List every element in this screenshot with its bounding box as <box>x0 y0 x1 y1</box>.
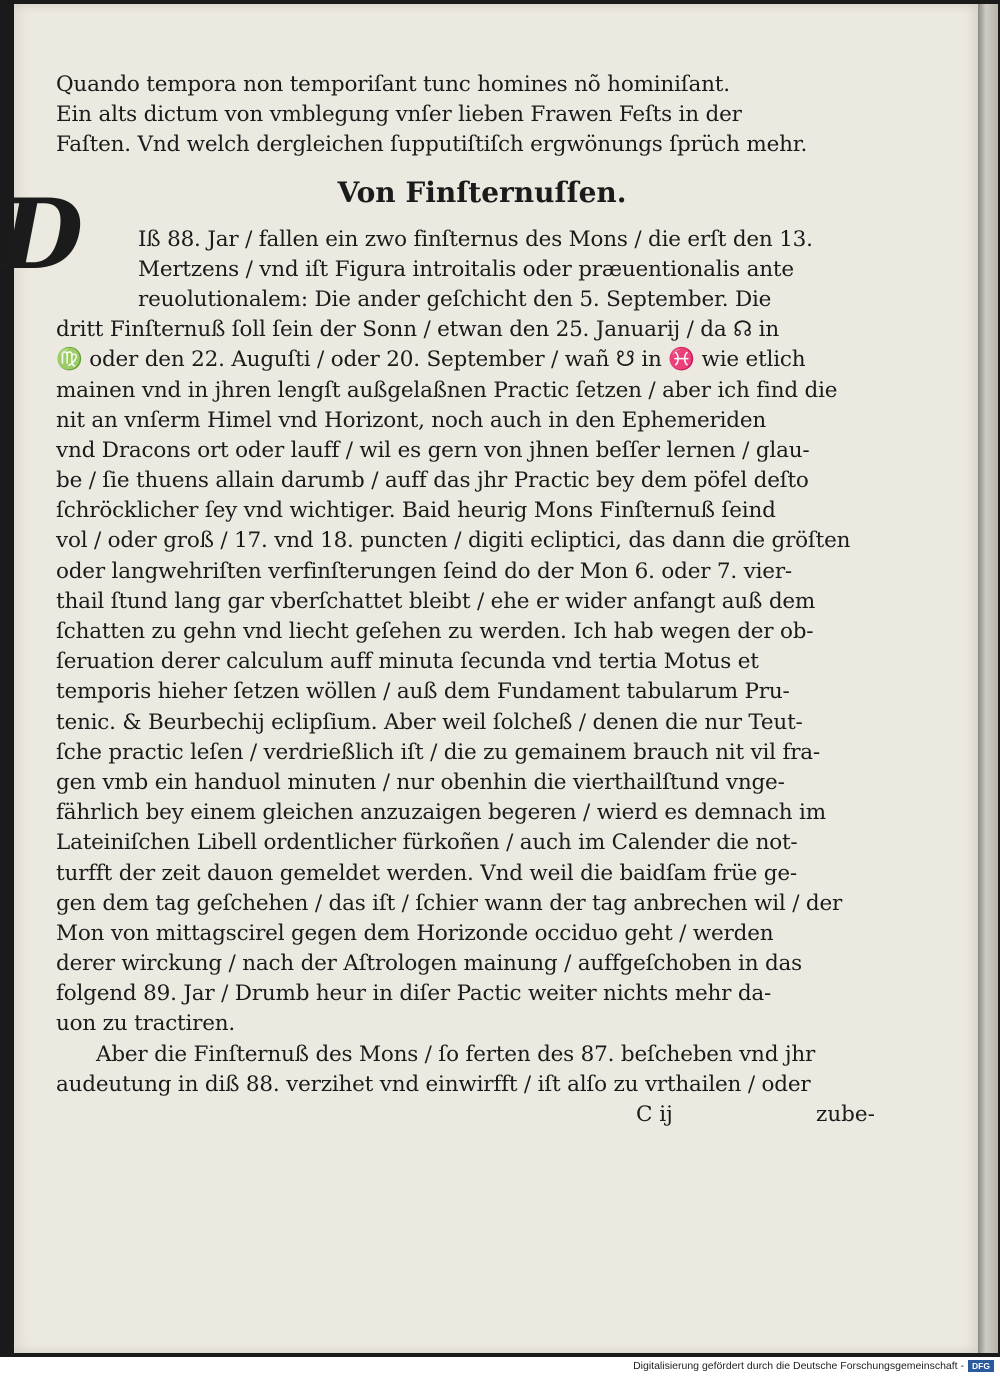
body-line: be / ſie thuens allain darumb / auff das jhr Practic bey dem pöfel deſto <box>56 468 809 494</box>
intro-line: Faſten. Vnd welch dergleichen ſupputiſtiſch ergwönungs ſprüch mehr. <box>56 132 808 158</box>
section-heading: Von Finſternuſſen. <box>337 175 627 209</box>
dropcap-line: reuolutionalem: Die ander geſchicht den 5. September. Die <box>138 286 772 312</box>
body-line: gen vmb ein handuol minuten / nur obenhin die vierthailſtund vnge- <box>56 769 785 795</box>
intro-line: Ein alts dictum von vmblegung vnſer lieben Frawen Feſts in der <box>56 102 742 128</box>
body-line: thail ſtund lang gar vberſchattet bleibt / ehe er wider anfangt auß dem <box>56 588 816 614</box>
body-line: turfft der zeit dauon gemeldet werden. Vnd weil die baidſam früe ge- <box>56 860 797 886</box>
page-text <box>56 70 888 1130</box>
signature-row <box>56 1100 888 1130</box>
body-line: temporis hieher ſetzen wöllen / auß dem Fundament tabularum Pru- <box>56 679 790 705</box>
body-line: nit an vnſerm Himel vnd Horizont, noch auch in den Ephemeriden <box>56 407 767 433</box>
dropcap-line: Iß 88. Jar / fallen ein zwo finſternus des Mons / die erſt den 13. <box>138 226 813 252</box>
body-line: mainen vnd in jhren lengſt außgelaßnen Practic ſetzen / aber ich find die <box>56 377 838 403</box>
body-line: ♍ oder den 22. Auguſti / oder 20. September / wañ ☋ in ♓ wie etlich <box>56 347 806 373</box>
body-line: vnd Dracons ort oder lauff / wil es gern von jhnen beſſer lernen / glau- <box>56 437 810 463</box>
signature-mark: C ij <box>636 1102 673 1127</box>
body-line: tenic. & Beurbechij eclipſium. Aber weil ſolcheß / denen die nur Teut- <box>56 709 803 735</box>
page-edge <box>978 4 998 1353</box>
body-line: ſchatten zu gehn vnd liecht geſehen zu werden. Ich hab wegen der ob- <box>56 619 814 644</box>
drop-cap-initial: D <box>0 178 84 291</box>
body-line: ſeruation derer calculum auff minuta ſecunda vnd tertia Motus et <box>56 649 759 675</box>
paragraph-line: Aber die Finſternuß des Mons / ſo ferten des 87. beſcheben vnd jhr <box>96 1041 816 1067</box>
body-line: fährlich bey einem gleichen anzuzaigen begeren / wierd es demnach im <box>56 800 826 826</box>
body-line: uon zu tractiren. <box>56 1011 236 1037</box>
body-line: Mon von mittagscirel gegen dem Horizonde occiduo geht / werden <box>56 920 774 946</box>
body-line: dritt Finſternuß ſoll ſein der Sonn / etwan den 25. Januarij / da ☊ in <box>56 317 779 343</box>
footer-credit: Digitalisierung gefördert durch die Deutsche Forschungsgemeinschaft - <box>633 1360 964 1372</box>
body-line: oder langwehriſten verfinſterungen ſeind do der Mon 6. oder 7. vier- <box>56 558 792 584</box>
intro-line: Quando tempora non temporiſant tunc homines nõ hominiſant. <box>56 72 730 97</box>
body-line: ſchröcklicher ſey vnd wichtiger. Baid heurig Mons Finſternuß ſeind <box>56 498 776 524</box>
dropcap-line: Mertzens / vnd iſt Figura introitalis oder præuentionalis ante <box>138 256 794 282</box>
paragraph-line: audeutung in diß 88. verzihet vnd einwirfft / iſt alſo zu vrthailen / oder <box>56 1071 811 1097</box>
dfg-logo-icon: DFG <box>968 1360 994 1372</box>
catchword: zube- <box>816 1102 875 1127</box>
body-line: vol / oder groß / 17. vnd 18. puncten / digiti ecliptici, das dann die gröſten <box>56 528 851 554</box>
body-line: derer wirckung / nach der Aſtrologen mainung / auffgeſchoben in das <box>56 951 803 977</box>
body-line: ſche practic leſen / verdrießlich iſt / die zu gemainem brauch nit vil fra- <box>56 739 820 765</box>
body-line: gen dem tag geſchehen / das iſt / ſchier wann der tag anbrechen wil / der <box>56 890 843 916</box>
body-line: Lateiniſchen Libell ordentlicher fürkoñen / auch im Calender die not- <box>56 830 798 856</box>
body-line: folgend 89. Jar / Drumb heur in diſer Pactic weiter nichts mehr da- <box>56 981 772 1007</box>
